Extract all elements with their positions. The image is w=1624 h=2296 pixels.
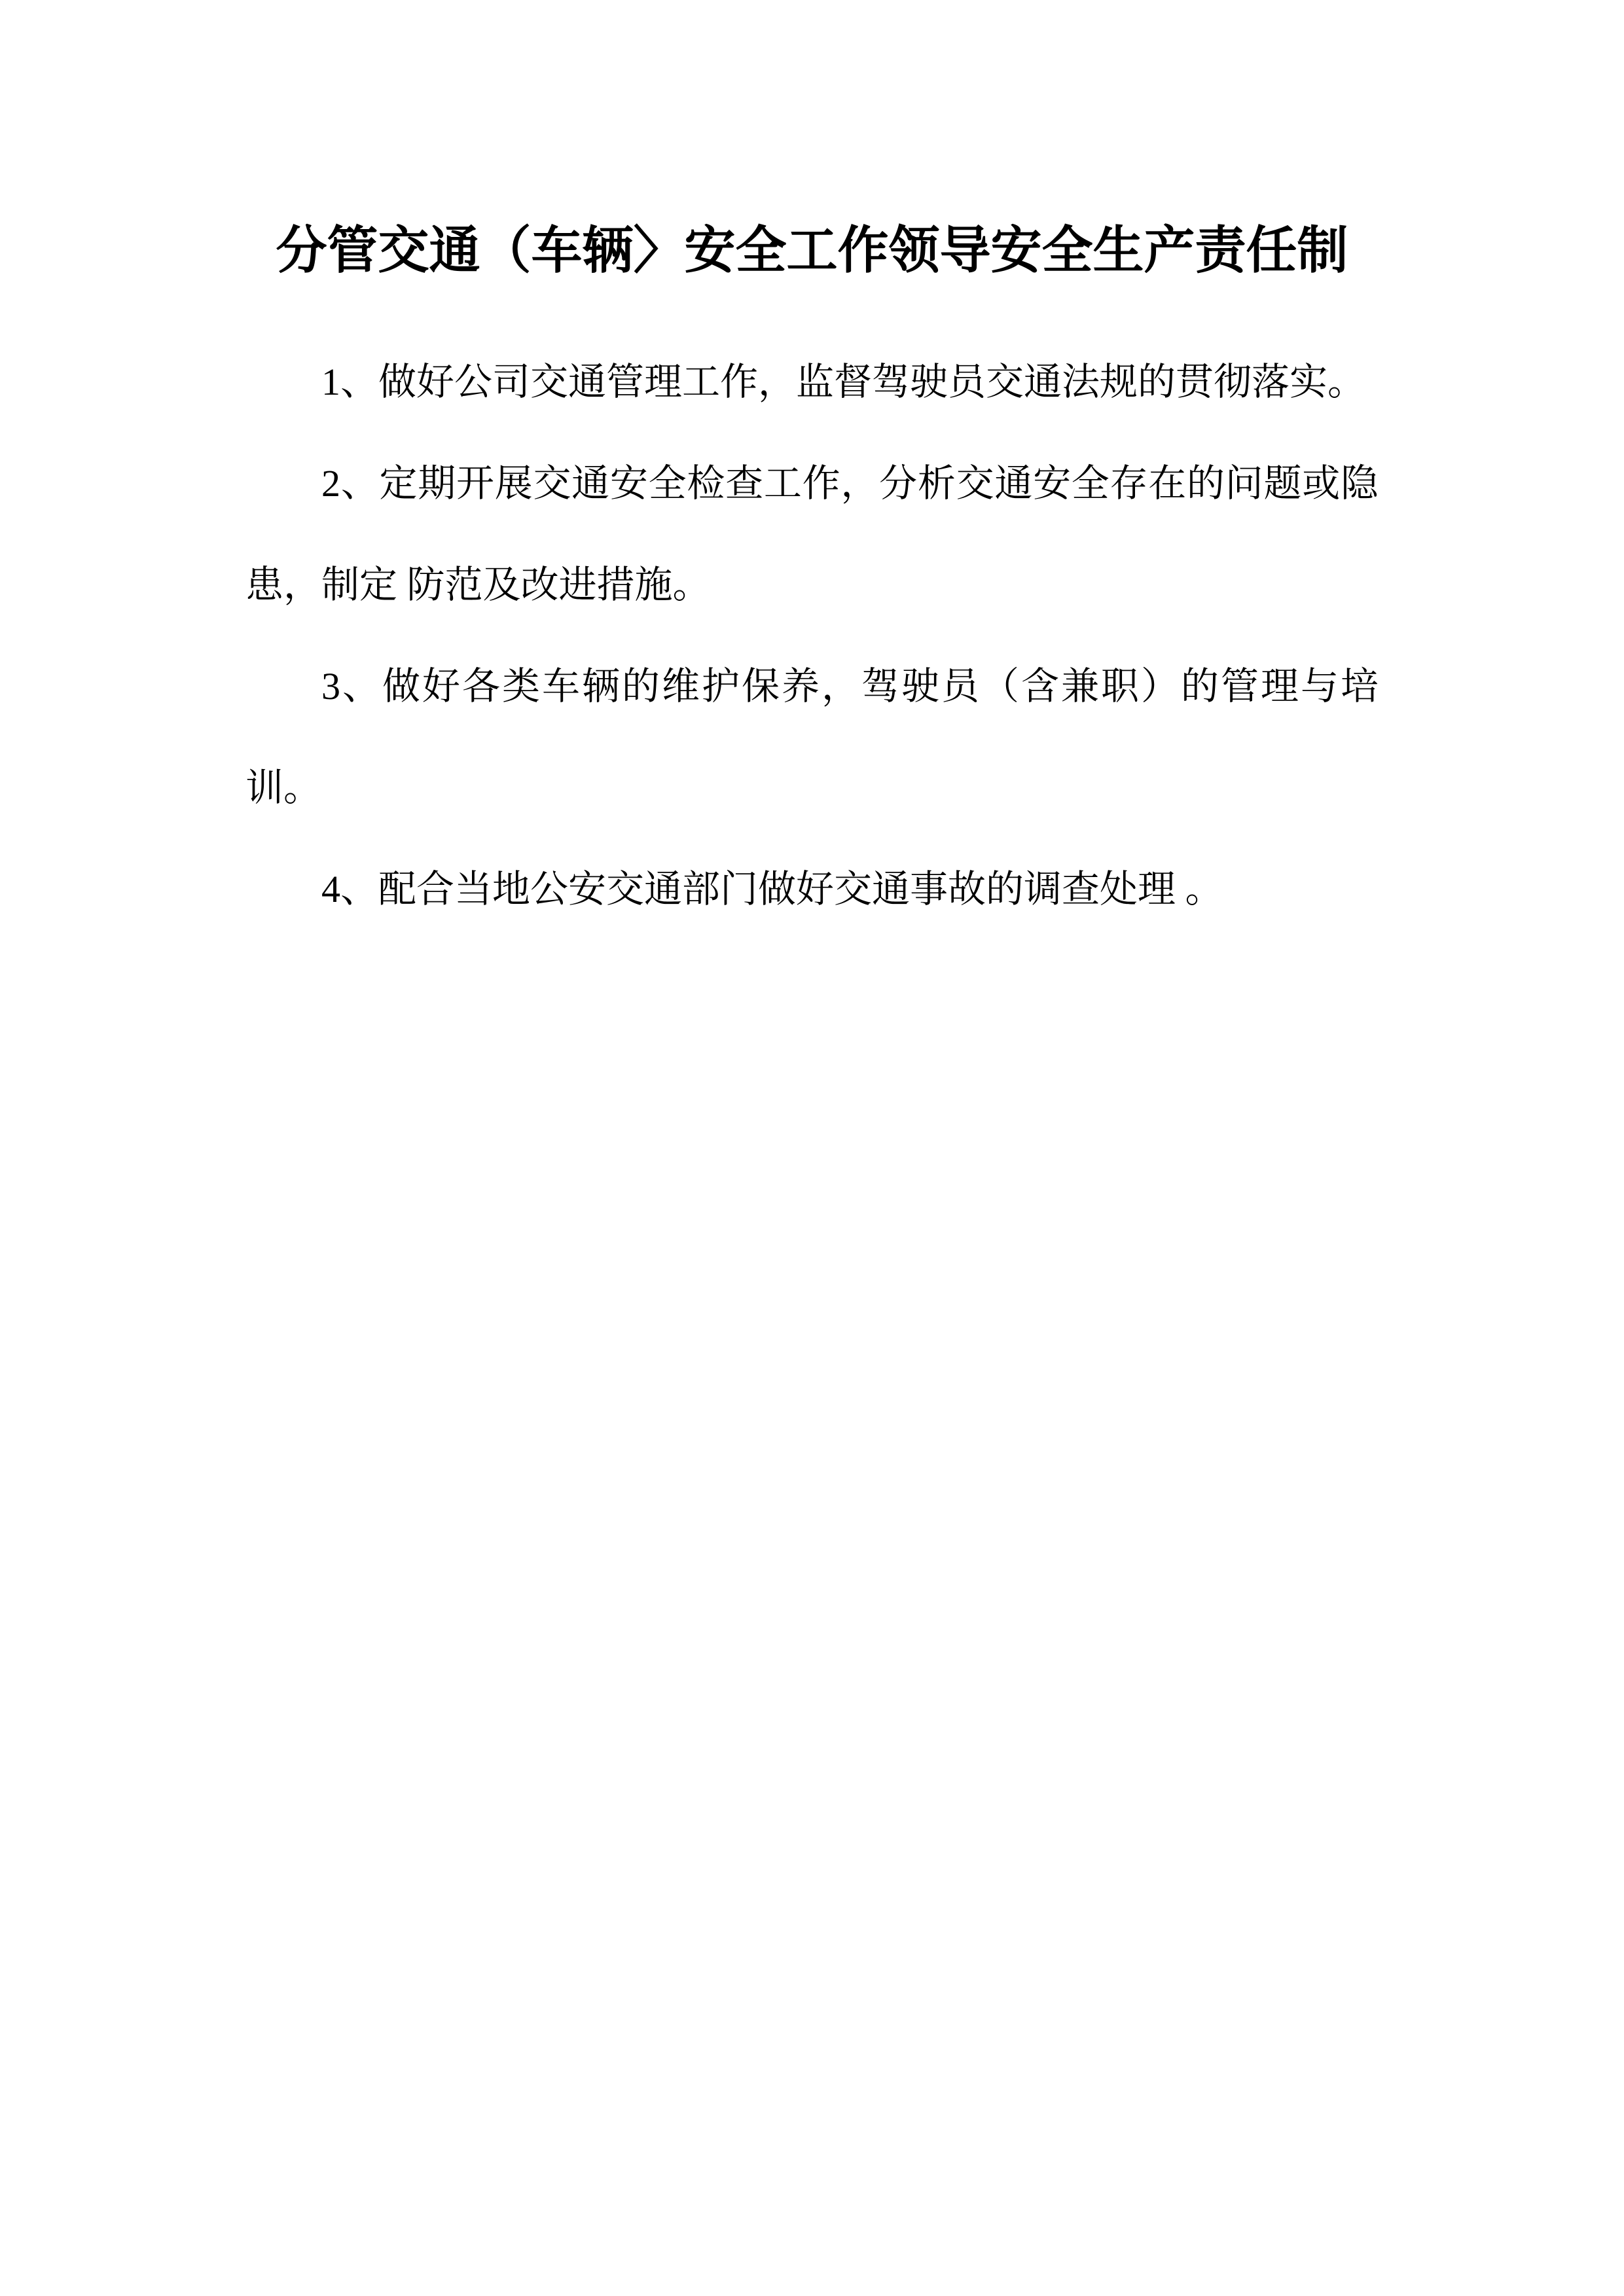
document-title: 分管交通（车辆〉安全工作领导安全生产责任制 [276,222,1348,279]
paragraph-2-line-2: 患，制定 防范及改进措施。 [245,564,711,606]
paragraph-3-line-2: 训。 [245,766,322,809]
paragraph-1-line-1: 1、做好公司交通管理工作，监督驾驶员交通法规的贯彻落实。 [321,361,1366,403]
paragraph-4-line-1: 4、配合当地公安交通部门做好交通事故的调查处理 。 [321,868,1223,910]
paragraph-2-line-1: 2、定期开展交通安全检查工作，分析交通安全存在的问题或隐 [321,462,1379,505]
paragraph-3-line-1: 3、做好各类车辆的维护保养，驾驶员（含兼职）的管理与培 [321,665,1379,708]
